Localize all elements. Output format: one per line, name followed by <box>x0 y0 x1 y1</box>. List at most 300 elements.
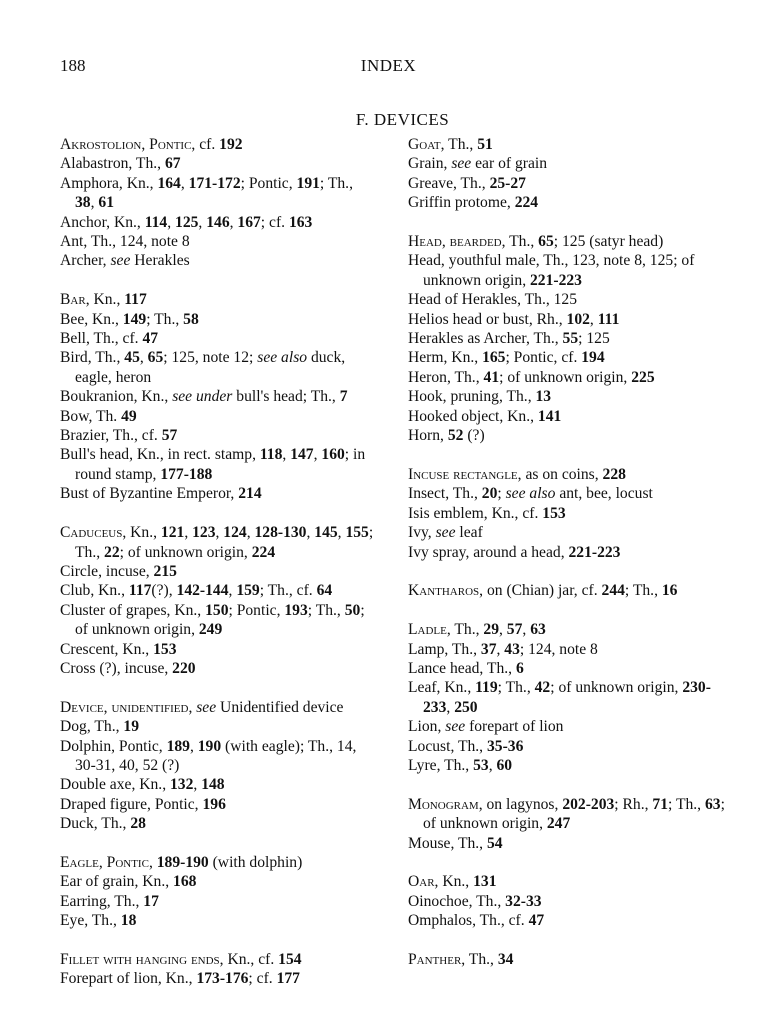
entry-text: 230-233 <box>423 679 711 716</box>
index-entry <box>408 756 726 775</box>
entry-text: , <box>188 698 197 716</box>
entry-text: see <box>435 524 456 542</box>
index-entry <box>60 387 376 406</box>
entry-text: 41 <box>483 368 500 386</box>
entry-text: Bull's head, Kn., in rect. stamp, <box>60 446 260 464</box>
entry-text: ; Pontic, cf. <box>505 349 582 367</box>
entry-text: , <box>589 310 598 328</box>
entry-text: 154 <box>278 950 302 968</box>
index-entry <box>408 640 726 659</box>
entry-text: , Kn., <box>85 291 125 309</box>
entry-text: , <box>193 776 202 794</box>
entry-text: Circle, incuse, <box>60 562 154 580</box>
entry-text: ; Th., <box>146 310 184 328</box>
entry-text: 16 <box>661 582 678 600</box>
group-gap <box>408 601 726 620</box>
entry-text: Forepart of lion, Kn., <box>60 970 197 988</box>
entry-text: , <box>313 446 322 464</box>
entry-text: , as on coins, <box>517 465 603 483</box>
index-entry <box>60 213 376 232</box>
entry-text: , Kn., cf. <box>219 950 279 968</box>
entry-text: 228 <box>602 465 626 483</box>
entry-text: Brazier, Th., cf. <box>60 427 162 445</box>
entry-text: Caduceus <box>60 524 123 542</box>
entry-text: Dolphin, Pontic, <box>60 737 167 755</box>
entry-text: Anchor, Kn., <box>60 213 145 231</box>
group-gap <box>60 271 376 290</box>
entry-text: , on (Chian) jar, cf. <box>479 582 602 600</box>
entry-text: , <box>499 621 507 639</box>
entry-text: 163 <box>288 213 313 231</box>
index-entry <box>408 290 726 309</box>
group-gap <box>60 678 376 697</box>
entry-text: Heron, Th., <box>408 368 484 386</box>
entry-text: Pontic <box>149 136 192 153</box>
entry-text: Head of Herakles, Th., 125 <box>408 291 578 309</box>
entry-text: see <box>196 698 217 716</box>
entry-text: 111 <box>597 310 620 328</box>
entry-text: Duck, Th., <box>60 815 131 833</box>
group-gap <box>408 213 726 232</box>
entry-text: ear of grain <box>471 155 547 173</box>
entry-text: Pontic <box>106 853 149 871</box>
entry-text: , <box>446 698 455 716</box>
entry-text: Griffin protome, <box>408 194 515 212</box>
entry-text: see <box>445 718 466 736</box>
entry-text: 49 <box>121 407 137 425</box>
entry-text: Greave, Th., <box>408 174 490 192</box>
index-entry <box>60 601 376 640</box>
index-entry <box>408 834 726 853</box>
page-number: 188 <box>60 56 86 75</box>
index-entry <box>60 232 376 251</box>
entry-text: , Th., <box>446 621 484 639</box>
entry-text: 128-130 <box>254 524 307 542</box>
entry-text: ant, bee, locust <box>555 485 653 503</box>
entry-text: Double axe, Kn., <box>60 776 170 794</box>
index-column-left <box>60 135 376 989</box>
entry-text: , <box>246 524 255 542</box>
entry-text: 102 <box>566 310 590 328</box>
entry-text: Club, Kn., <box>60 582 129 600</box>
entry-text: 189-190 <box>156 853 209 871</box>
entry-text: ; 124, note 8 <box>519 640 598 658</box>
entry-text: 117 <box>124 291 147 309</box>
entry-text: 132 <box>170 776 194 794</box>
entry-text: ; 125 <box>578 330 610 348</box>
entry-text: 146 <box>206 213 230 231</box>
index-column-right <box>408 135 726 969</box>
entry-text: 29 <box>483 621 499 639</box>
index-entry <box>408 174 726 193</box>
index-entry <box>60 969 376 988</box>
entry-text: 149 <box>122 310 147 328</box>
entry-text: 196 <box>202 795 226 813</box>
entry-text: 168 <box>173 873 197 891</box>
entry-text: ; Th., <box>624 582 662 600</box>
entry-text: 121 <box>160 524 185 542</box>
entry-text: Horn, <box>408 427 448 445</box>
index-entry <box>60 872 376 891</box>
entry-text: 164 <box>157 174 181 192</box>
entry-text: , <box>215 524 224 542</box>
entry-text: Kantharos <box>408 582 480 600</box>
entry-text: 194 <box>581 349 605 367</box>
entry-text: , <box>189 737 198 755</box>
entry-text: Boukranion, Kn., <box>60 388 173 406</box>
entry-text: 221-223 <box>530 271 582 289</box>
entry-text: 37 <box>480 640 497 658</box>
entry-text: ; Th., cf. <box>259 582 317 600</box>
entry-text: Head, youthful male, Th., 123, note 8, 125; of unknown origin, <box>408 252 695 289</box>
entry-text: 19 <box>123 718 139 736</box>
entry-text: Head, bearded <box>408 233 502 251</box>
entry-text: 221-223 <box>568 543 621 561</box>
entry-text: Hook, pruning, Th., <box>408 388 536 406</box>
entry-text: Locust, Th., <box>408 737 487 755</box>
entry-text: 119 <box>475 679 498 697</box>
entry-text: Dog, Th., <box>60 718 124 736</box>
index-entry <box>408 368 726 387</box>
entry-text: Insect, Th., <box>408 485 482 503</box>
index-entry <box>60 640 376 659</box>
entry-text: , <box>98 853 107 871</box>
entry-text: bull's head; Th., <box>232 388 340 406</box>
entry-text: Device, unidentified <box>60 698 189 716</box>
entry-text: 65 <box>538 233 554 251</box>
entry-text: Panther <box>408 950 462 968</box>
entry-text: Ivy spray, around a head, <box>408 543 569 561</box>
index-entry <box>60 290 376 309</box>
entry-text: 64 <box>316 582 333 600</box>
entry-text: 71 <box>652 795 669 813</box>
index-entry <box>408 154 726 173</box>
entry-text: Akrostolion <box>60 136 142 153</box>
index-entry <box>60 523 376 562</box>
entry-text: Lance head, Th., <box>408 659 516 677</box>
entry-text: 17 <box>143 892 159 910</box>
entry-text: 63 <box>704 795 721 813</box>
entry-text: 191 <box>296 174 320 192</box>
index-entry <box>408 251 726 290</box>
entry-text: , Kn., <box>434 873 474 891</box>
group-gap <box>408 562 726 581</box>
index-entry <box>60 717 376 736</box>
entry-text: 220 <box>172 659 196 677</box>
entry-text: 193 <box>284 601 308 619</box>
entry-text: 67 <box>164 155 181 173</box>
index-entry <box>60 484 376 503</box>
entry-text: Eagle <box>60 853 99 871</box>
entry-text: 155 <box>345 524 369 542</box>
index-entry <box>60 445 376 484</box>
entry-text: 118 <box>259 446 283 464</box>
index-entry <box>60 853 376 872</box>
index-entry <box>408 678 726 717</box>
index-entry <box>408 581 726 600</box>
entry-text: 202-203 <box>562 795 615 813</box>
entry-text: Eye, Th., <box>60 912 121 930</box>
index-entry <box>408 872 726 891</box>
entry-text: ; 125, note 12; <box>163 349 258 367</box>
entry-text: Hooked object, Kn., <box>408 407 538 425</box>
entry-text: 38 <box>75 194 91 212</box>
entry-text: Ear of grain, Kn., <box>60 873 174 891</box>
entry-text: Earring, Th., <box>60 892 144 910</box>
entry-text: 165 <box>482 349 506 367</box>
entry-text: 153 <box>542 504 566 522</box>
entry-text: Unidentified device <box>216 698 344 716</box>
section-title: F. DEVICES <box>355 110 450 129</box>
entry-text: , <box>139 349 148 367</box>
entry-text: 167 <box>237 213 261 231</box>
index-entry <box>408 737 726 756</box>
entry-text: 177 <box>276 970 300 988</box>
entry-text: 6 <box>515 659 524 677</box>
entry-text: ; Rh., <box>614 795 653 813</box>
entry-text: Leaf, Kn., <box>408 679 476 697</box>
entry-text: 125 <box>175 213 199 231</box>
entry-text: Bow, Th. <box>60 407 122 425</box>
entry-text: see under <box>172 388 233 406</box>
index-entry <box>408 484 726 503</box>
index-entry <box>60 775 376 794</box>
entry-text: 192 <box>219 136 243 153</box>
group-gap <box>408 445 726 464</box>
entry-text: 190 <box>197 737 222 755</box>
entry-text: see <box>451 155 472 173</box>
entry-text: Herakles as Archer, Th., <box>408 330 563 348</box>
entry-text: 60 <box>496 756 513 774</box>
entry-text: Bee, Kn., <box>60 310 123 328</box>
entry-text: , cf. <box>191 136 220 153</box>
entry-text: (with dolphin) <box>208 853 303 871</box>
entry-text: 43 <box>504 640 520 658</box>
entry-text: 131 <box>473 873 497 891</box>
entry-text: ; Pontic, <box>240 174 297 192</box>
entry-text: ; cf. <box>260 213 289 231</box>
entry-text: ; 125 (satyr head) <box>553 233 664 251</box>
entry-text: 54 <box>486 834 503 852</box>
entry-text: , <box>180 174 189 192</box>
index-entry <box>408 232 726 251</box>
entry-text: 224 <box>514 194 539 212</box>
entry-text: duck, eagle, heron <box>75 349 346 386</box>
entry-text: 42 <box>534 679 551 697</box>
entry-text: 45 <box>124 349 140 367</box>
entry-text: 13 <box>535 388 552 406</box>
entry-text: Lamp, Th., <box>408 640 481 658</box>
entry-text: 20 <box>481 485 498 503</box>
entry-text: 32-33 <box>505 892 542 910</box>
index-entry <box>408 523 726 542</box>
entry-text: ; of unknown origin, <box>550 679 683 697</box>
entry-text: 171-172 <box>188 174 241 192</box>
entry-text: ; in round stamp, <box>75 446 366 483</box>
entry-text: , <box>184 524 193 542</box>
entry-text: Cross (?), incuse, <box>60 659 173 677</box>
entry-text: ; Th., <box>668 795 705 813</box>
entry-text: , <box>306 524 315 542</box>
entry-text: 225 <box>631 368 655 386</box>
index-entry <box>60 911 376 930</box>
entry-text: 224 <box>251 543 276 561</box>
group-gap <box>60 504 376 523</box>
entry-text: , <box>148 853 157 871</box>
entry-text: Omphalos, Th., cf. <box>408 912 529 930</box>
entry-text: , <box>522 621 531 639</box>
entry-text: 250 <box>454 698 478 716</box>
entry-text: Oinochoe, Th., <box>408 892 506 910</box>
entry-text: 215 <box>153 562 177 580</box>
entry-text: Crescent, Kn., <box>60 640 154 658</box>
entry-text: see also <box>257 349 308 367</box>
group-gap <box>408 853 726 872</box>
index-entry <box>60 892 376 911</box>
index-entry <box>60 581 376 600</box>
entry-text: , <box>167 213 176 231</box>
entry-text: 52 <box>447 427 464 445</box>
entry-text: Bell, Th., cf. <box>60 330 143 348</box>
entry-text: 114 <box>144 213 168 231</box>
entry-text: 7 <box>339 388 348 406</box>
entry-text: see <box>110 252 131 270</box>
entry-text: Ladle <box>408 621 447 639</box>
entry-text: 34 <box>497 950 514 968</box>
index-entry <box>60 659 376 678</box>
index-entry <box>60 251 376 270</box>
index-entry <box>408 717 726 736</box>
entry-text: ; cf. <box>248 970 277 988</box>
index-entry <box>60 814 376 833</box>
entry-text: Monogram <box>408 795 479 813</box>
entry-text: see also <box>505 485 556 503</box>
entry-text: Amphora, Kn., <box>60 174 158 192</box>
entry-text: (?) <box>463 427 485 445</box>
entry-text: 123 <box>192 524 216 542</box>
entry-text: Ivy, <box>408 524 436 542</box>
index-entry <box>408 135 726 154</box>
index-entry <box>60 426 376 445</box>
entry-text: ; Th., <box>319 174 353 192</box>
index-entry <box>408 892 726 911</box>
index-entry <box>408 387 726 406</box>
index-entry <box>408 348 726 367</box>
entry-text: 124 <box>223 524 247 542</box>
entry-text: 147 <box>290 446 314 464</box>
entry-text: Lyre, Th., <box>408 756 474 774</box>
entry-text: , <box>228 582 237 600</box>
entry-text: ; of unknown origin, <box>499 368 632 386</box>
entry-text: 249 <box>198 621 223 639</box>
group-gap <box>60 931 376 950</box>
entry-text: 47 <box>142 330 159 348</box>
entry-text: 145 <box>314 524 338 542</box>
index-entry <box>408 504 726 523</box>
entry-text: 141 <box>537 407 562 425</box>
index-entry <box>408 465 726 484</box>
entry-text: Goat <box>408 136 441 153</box>
entry-text: 28 <box>130 815 146 833</box>
index-entry <box>408 911 726 930</box>
entry-text: 214 <box>238 485 262 503</box>
entry-text: Helios head or bust, Rh., <box>408 310 567 328</box>
entry-text: 55 <box>562 330 579 348</box>
entry-text: ; <box>497 485 506 503</box>
entry-text: , <box>198 213 207 231</box>
index-entry <box>408 950 726 969</box>
entry-text: 153 <box>153 640 177 658</box>
entry-text: , <box>282 446 291 464</box>
index-entry <box>60 407 376 426</box>
entry-text: ; of unknown origin, <box>75 601 365 639</box>
entry-text: Incuse rectangle <box>408 465 518 483</box>
entry-text: , <box>229 213 238 231</box>
entry-text: Herm, Kn., <box>408 349 483 367</box>
entry-text: 22 <box>104 543 120 561</box>
entry-text: , on lagynos, <box>478 795 563 813</box>
group-gap <box>60 834 376 853</box>
entry-text: ; Th., <box>497 679 535 697</box>
entry-text: Bust of Byzantine Emperor, <box>60 485 239 503</box>
entry-text: , <box>488 756 497 774</box>
index-entry <box>60 135 376 154</box>
entry-text: ; of unknown origin, <box>423 795 725 833</box>
entry-text: ; of unknown origin, <box>119 543 252 561</box>
entry-text: 160 <box>321 446 345 464</box>
entry-text: Oar <box>408 873 435 891</box>
index-entry <box>60 737 376 776</box>
entry-text: , Th., <box>461 950 498 968</box>
entry-text: 25-27 <box>489 174 526 192</box>
entry-text: Ant, Th., 124, note 8 <box>60 233 190 251</box>
index-entry <box>408 310 726 329</box>
entry-text: Lion, <box>408 718 446 736</box>
entry-text: , Kn., <box>122 524 161 542</box>
entry-text: Fillet with hanging ends <box>60 950 220 968</box>
index-entry <box>60 562 376 581</box>
entry-text: 53 <box>473 756 489 774</box>
entry-text: , Th., <box>440 136 478 153</box>
entry-text: Bar <box>60 291 86 309</box>
entry-text: 47 <box>528 912 545 930</box>
index-entry <box>408 795 726 834</box>
entry-text: Draped figure, Pontic, <box>60 795 203 813</box>
entry-text: , <box>337 524 346 542</box>
entry-text: Alabastron, Th., <box>60 155 165 173</box>
entry-text: 57 <box>506 621 523 639</box>
entry-text: 63 <box>530 621 546 639</box>
index-entry <box>60 154 376 173</box>
index-entry <box>408 193 726 212</box>
entry-text: Grain, <box>408 155 452 173</box>
entry-text: Archer, <box>60 252 111 270</box>
entry-text: 51 <box>477 136 493 153</box>
entry-text: 247 <box>546 815 571 833</box>
entry-text: leaf <box>455 524 483 542</box>
entry-text: 57 <box>161 427 178 445</box>
entry-text: 244 <box>601 582 625 600</box>
entry-text: 35-36 <box>486 737 524 755</box>
entry-text: Mouse, Th., <box>408 834 487 852</box>
entry-text: , <box>496 640 505 658</box>
index-entry <box>60 310 376 329</box>
index-entry <box>60 950 376 969</box>
entry-text: Isis emblem, Kn., cf. <box>408 504 543 522</box>
entry-text: 150 <box>205 601 229 619</box>
entry-text: 18 <box>120 912 137 930</box>
entry-text: ; Th., <box>75 524 374 561</box>
